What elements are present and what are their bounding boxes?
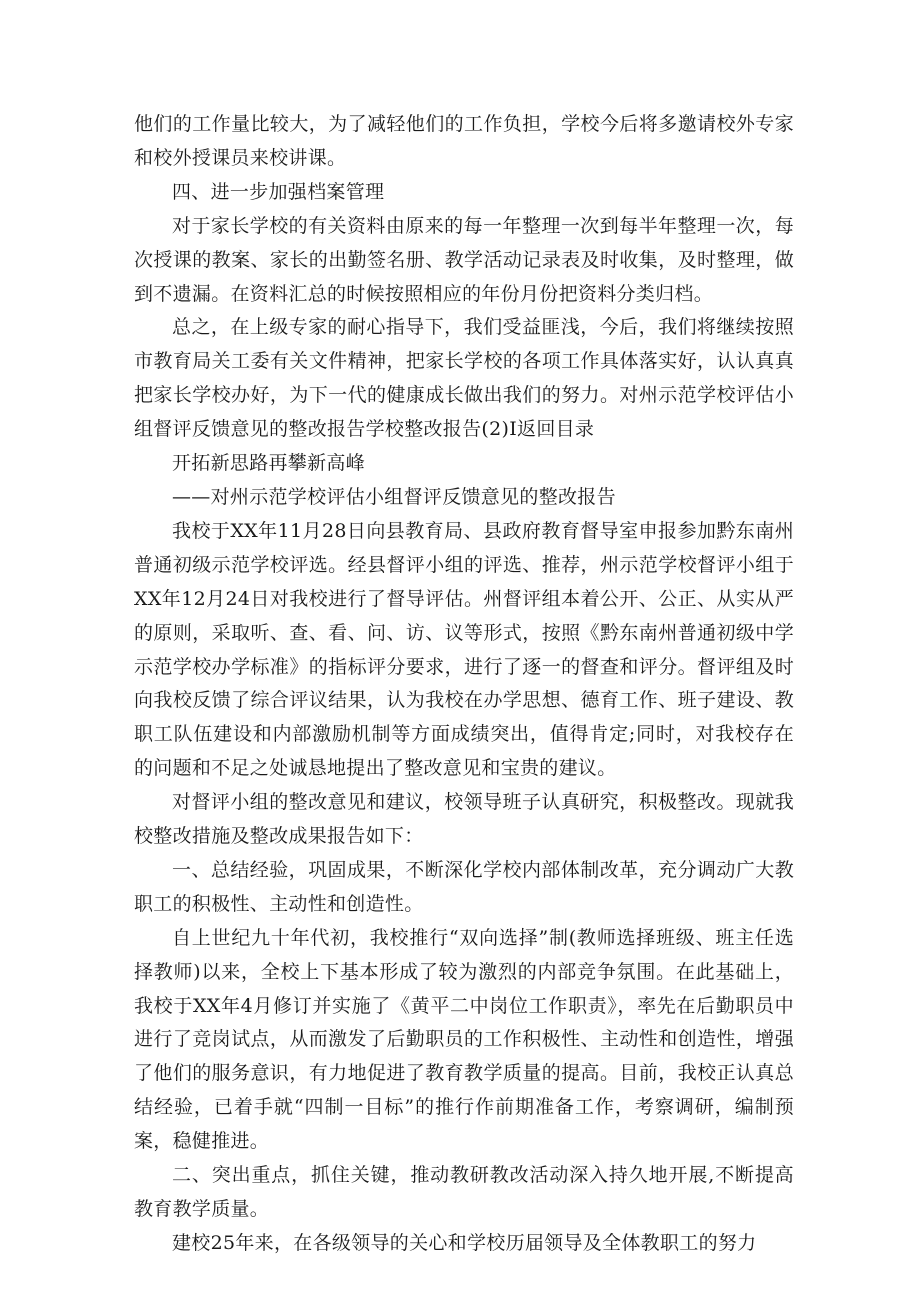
section-heading-one: 一、总结经验，巩固成果，不断深化学校内部体制改革，充分调动广大教职工的积极性、主动性和创造性。 [134, 858, 794, 915]
paragraph-response: 对督评小组的整改意见和建议，校领导班子认真研究，积极整改。现就我校整改措施及整改成果报告如下： [134, 791, 794, 848]
paragraph-continuation: 他们的工作量比较大，为了减轻他们的工作负担，学校今后将多邀请校外专家和校外授课员来校讲课。 [134, 113, 794, 169]
section-heading-archives: 四、进一步加强档案管理 [172, 180, 385, 203]
paragraph-founding: 建校25年来，在各级领导的关心和学校历届领导及全体教职工的努力 [172, 1231, 757, 1254]
paragraph-archives: 对于家长学校的有关资料由原来的每一年整理一次到每半年整理一次，每次授课的教案、家长的出勤签名册、教学活动记录表及时收集，及时整理，做到不遗漏。在资料汇总的时候按照相应的年份月份把资料分类归档。 [134, 214, 794, 305]
report-title: 开拓新思路再攀新高峰 [172, 452, 366, 475]
section-heading-two: 二、突出重点，抓住关键，推动教研教改活动深入持久地开展,不断提高教育教学质量。 [134, 1164, 794, 1220]
paragraph-reform: 自上世纪九十年代初，我校推行“双向选择”制(教师选择班级、班主任选择教师)以来，全校上下基本形成了较为激烈的内部竞争氛围。在此基础上，我校于XX年4月修订并实施了《黄平二中岗位工作职责》，率先在后勤职员中进行了竞岗试点，从而激发了后勤职员的工作积极性、主动性和创造性，增强了他们的服务意识，有力地促进了教育教学质量的提高。目前，我校正认真总结经验，已着手就“四制一目标”的推行作前期准备工作，考察调研，编制预案，稳健推进。 [134, 926, 794, 1153]
document-body [134, 108, 794, 1261]
paragraph-conclusion: 总之，在上级专家的耐心指导下，我们受益匪浅，今后，我们将继续按照市教育局关工委有关文件精神，把家长学校的各项工作具体落实好，认认真真把家长学校办好，为下一代的健康成长做出我们的努力。对州示范学校评估小组督评反馈意见的整改报告学校整改报告(2)I返回目录 [134, 316, 794, 441]
report-subtitle: ——对州示范学校评估小组督评反馈意见的整改报告 [172, 485, 616, 508]
paragraph-background: 我校于XX年11月28日向县教育局、县政府教育督导室申报参加黔东南州普通初级示范学校评选。经县督评小组的评选、推荐，州示范学校督评小组于XX年12月24日对我校进行了督导评估。州督评组本着公开、公正、从实从严的原则，采取听、查、看、问、访、议等形式，按照《黔东南州普通初级中学示范学校办学标准》的指标评分要求，进行了逐一的督查和评分。督评组及时向我校反馈了综合评议结果，认为我校在办学思想、德育工作、班子建设、教职工队伍建设和内部激励机制等方面成绩突出，值得肯定;同时，对我校存在的问题和不足之处诚恳地提出了整改意见和宝贵的建议。 [134, 519, 794, 780]
